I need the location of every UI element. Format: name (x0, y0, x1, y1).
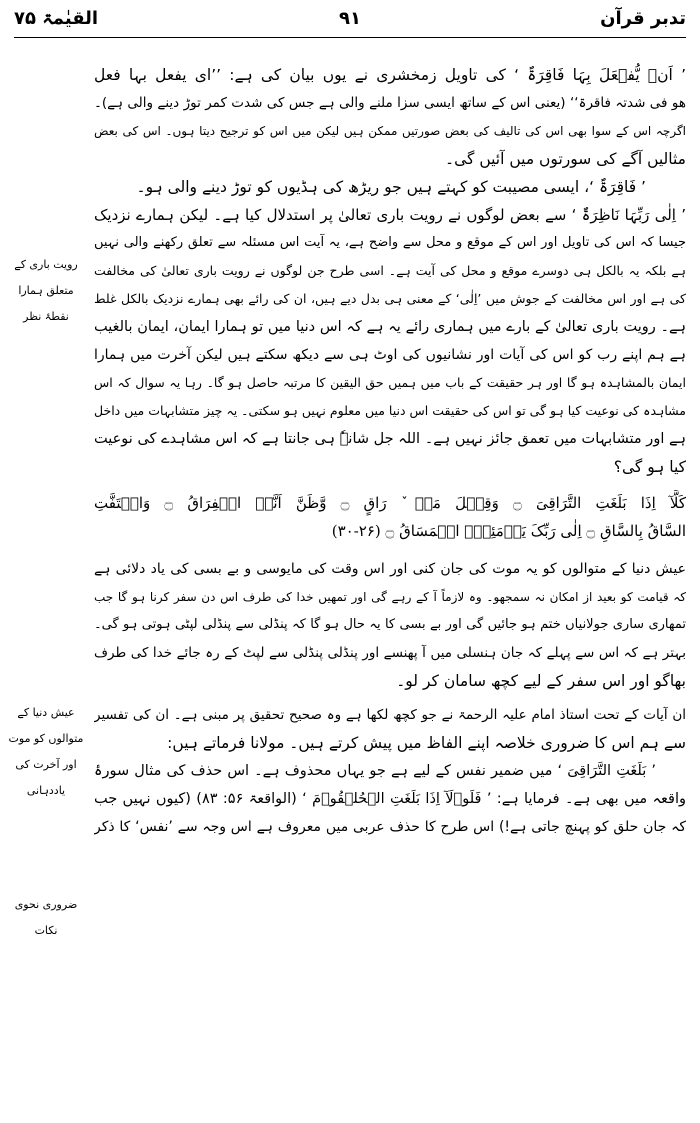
side-note-line: متعلق ہمارا (18, 284, 74, 297)
text-line: عیش دنیا کے متوالوں کو یہ موت کی جان کنی اور اس وقت کی مایوسی و بے بسی کی یاد دلائی ہے (94, 561, 686, 577)
text-line: ہے بلکہ یہ بالکل ہی دوسرے موقع و محل کی آیت ہے۔ اسی طرح جن لوگوں نے رویت باری تعالیٰ کی مخالفت (94, 263, 686, 278)
text-line: ’ اَنۡ یُّفۡعَلَ بِہَا فَاقِرَۃٌ ‘ کی تاویل زمخشری نے یوں بیان کی ہے: ’’ای یفعل بہا فعل (94, 66, 686, 84)
side-note-line: یاددہانی (26, 784, 66, 797)
side-note-line: متوالوں کو موت (8, 732, 84, 745)
surah-name: القیٰمۃ ۷۵ (14, 8, 99, 29)
side-note-line: عیش دنیا کے (17, 706, 75, 719)
quran-verse-line: السَّاقُ بِالسَّاقِ ۝ اِلٰی رَبِّکَ یَوۡمَئِذِۣ الۡمَسَاقُ ۝ (۲۶-۳۰) (331, 522, 686, 540)
page-number: ۹۱ (339, 8, 361, 29)
text-line: تمھاری ساری جولانیاں ختم ہو جائیں گی اور بے بسی کا یہ حال ہو گا کہ پنڈلی سے پنڈلی لپٹی ہوتی ہو گی۔ (94, 617, 686, 632)
text-line: واقعہ میں بھی ہے۔ فرمایا ہے: ’ فَلَوۡلَآ اِذَا بَلَغَتِ الۡحُلۡقُوۡمَ ‘ (الواقعۃ ۵۶: ۸۳) (کیوں نہیں جب (94, 791, 686, 807)
side-note-line: اور آخرت کی (15, 758, 77, 771)
text-line: ھو فی شدتہ فاقرۃ‘‘ (یعنی اس کے ساتھ ایسی سزا ملنے والی ہے جس کی شدت کمر توڑ دینے والی ہے)۔ (94, 95, 686, 111)
text-line: کہ جان حلق کو پہنچ جاتی ہے!) اس طرح کا حذف عربی میں معروف ہے اس وجہ سے ’نفس‘ کا ذکر (94, 819, 686, 835)
text-line: ان آیات کے تحت استاذ امام علیہ الرحمۃ نے جو کچھ لکھا ہے وہ صحیح تحقیق پر مبنی ہے۔ ان کی تفسیر (94, 707, 686, 723)
text-line: بہتر ہے کہ اس سے پہلے کہ جان ہنسلی میں آ پھنسے اور پنڈلی پنڈلی سے لپٹ کے رہ جائے خدا کی طرف (94, 645, 686, 661)
text-line: ’ بَلَغَتِ التَّرَاقِیَ ‘ میں ضمیر نفس کے لیے ہے جو یہاں محذوف ہے۔ اس حذف کی مثال سورۂ (94, 763, 656, 779)
side-note (6, 252, 86, 330)
text-line: ’ اِلٰی رَبِّہَا نَاظِرَۃٌ ‘ سے بعض لوگوں نے رویت باری تعالیٰ پر استدلال کیا ہے۔ لیکن ہمارے نزدیک (94, 206, 686, 224)
running-header (14, 8, 686, 38)
text-line: ’ فَاقِرَۃٌ ‘، ایسی مصیبت کو کہتے ہیں جو ریڑھ کی ہڈیوں کو توڑ دینے والی ہو۔ (136, 178, 646, 196)
side-note (6, 700, 86, 804)
text-line: سے ہم اس کا ضروری خلاصہ اپنے الفاظ میں پیش کرتے ہیں۔ مولانا فرماتے ہیں: (167, 734, 686, 752)
side-note-line: نقطۂ نظر (23, 310, 69, 323)
text-line: جیسا کہ اس کی تاویل اور اس کے موقع و محل سے واضح ہے، یہ آیت اس مسئلہ سے تعلق رکھنے والی نہیں (94, 235, 686, 250)
text-line: اگرچہ اس کے سوا بھی اس کی تالیف کی بعض صورتیں ممکن ہیں لیکن میں اس کو ترجیح دیتا ہوں۔ اس کی بعض (94, 124, 686, 138)
text-line: کیا ہو گی؟ (613, 458, 686, 476)
quran-verse-line: کَلَّآ اِذَا بَلَغَتِ التَّرَاقِیَ ۝ وَقِیۡلَ مَنۡ ٚ رَاقٍ ۝ وَّظَنَّ اَنَّہُ الۡفِرَاقُ ۝ وَالۡتَفَّتِ (94, 494, 686, 512)
side-note (6, 892, 86, 944)
side-note-line: رویت باری کے (14, 258, 78, 271)
text-line: ہے ہم اپنے رب کو اس کی آیات اور نشانیوں کی اوٹ ہی سے دیکھ سکتے ہیں لیکن آخرت میں ہمارا (94, 347, 686, 363)
text-line: بھاگو اور اس سفر کے لیے کچھ سامان کر لو۔ (396, 672, 686, 690)
side-note-line: نکات (34, 924, 58, 937)
text-line: ہے۔ رویت باری تعالیٰ کے بارے میں ہماری رائے یہ ہے کہ اس دنیا میں تو ہمارا ایمان، ایمان بالغیب (94, 319, 686, 335)
header-rule (14, 37, 686, 38)
text-line: مشاہدہ کی نوعیت کیا ہو گی تو اس کی حقیقت اس دنیا میں معلوم نہیں ہو سکتی۔ یہ چیز متشابہات میں داخل (94, 403, 686, 418)
text-line: مثالیں آگے کی سورتوں میں آئیں گی۔ (445, 150, 686, 168)
text-line: ہے اور متشابہات میں تعمق جائز نہیں ہے۔ اللہ جل شانہٗ ہی جانتا ہے کہ اس مشاہدے کی نوعیت (94, 431, 686, 447)
text-line: ایمان بالمشاہدہ ہو گا اور ہر حقیقت کے باب میں ہمیں حق الیقین کا مرتبہ حاصل ہو گا۔ رہا یہ سوال کہ اس (94, 375, 686, 390)
text-line: کہ قیامت کو بعید از امکان نہ سمجھو۔ وہ لازماً آ کے رہے گی اور تمھیں خدا کی طرف اس دن سفر کرنا ہو گا جب (94, 590, 686, 604)
side-note-line: ضروری نحوی (14, 898, 78, 911)
text-line: کی ہے اور اس مخالفت کے جوش میں ’اِلٰی‘ کے معنی ہی بدل دیے ہیں، ان کی رائے بھی ہمارے نزدیک بالکل غلط (94, 291, 686, 306)
book-title: تدبر قرآن (600, 8, 686, 29)
